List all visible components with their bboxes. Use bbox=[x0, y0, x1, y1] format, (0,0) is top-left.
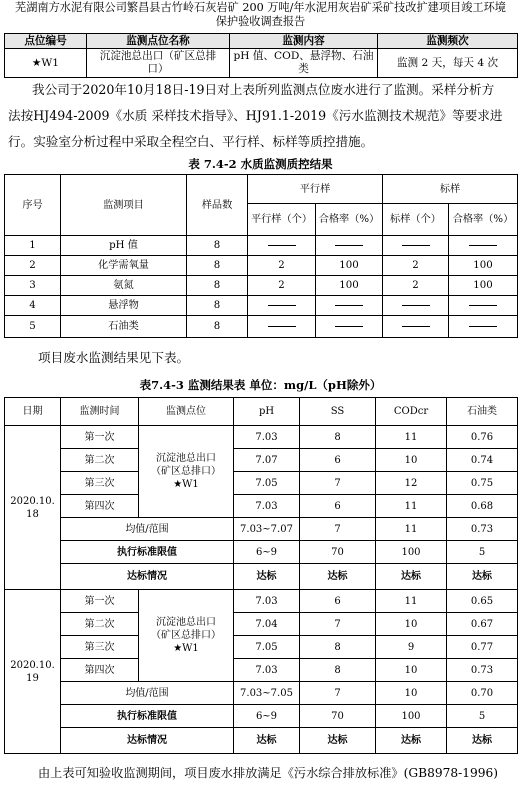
col-header-oil: 石油类 bbox=[447, 398, 518, 426]
col-header-item: 监测项目 bbox=[61, 175, 187, 236]
ss-cell: 70 bbox=[300, 541, 376, 564]
point-line-2: （矿区总排口） bbox=[151, 466, 221, 477]
parallel-rate-cell: 100 bbox=[316, 276, 383, 296]
point-cell bbox=[139, 590, 234, 682]
empty-dash-cell bbox=[383, 316, 449, 338]
standard-samples-cell: 2 bbox=[383, 256, 449, 276]
date-cell bbox=[5, 426, 61, 590]
frequency-cell: 监测 2 天，每天 4 次 bbox=[378, 49, 518, 78]
monitoring-results-table bbox=[4, 397, 518, 754]
oil-cell: 达标 bbox=[447, 728, 518, 754]
oil-cell: 0.76 bbox=[447, 426, 518, 449]
table-2-caption: 表 7.4-2 水质监测质控结果 bbox=[188, 157, 333, 171]
oil-cell: 0.75 bbox=[447, 472, 518, 495]
standard-samples-cell: 2 bbox=[383, 276, 449, 296]
empty-dash-cell bbox=[248, 316, 316, 338]
cod-cell: 10 bbox=[376, 449, 447, 472]
col-header-seq: 序号 bbox=[5, 175, 61, 236]
oil-cell: 0.74 bbox=[447, 449, 518, 472]
report-header bbox=[0, 1, 521, 29]
point-cell bbox=[139, 426, 234, 518]
ph-cell: 7.05 bbox=[234, 472, 300, 495]
item-cell: 石油类 bbox=[61, 316, 187, 338]
col-header-point-name: 监测点位名称 bbox=[87, 34, 230, 49]
col-header-parallel: 平行样 bbox=[248, 175, 383, 204]
table-row bbox=[5, 296, 518, 316]
ph-cell: 7.07 bbox=[234, 449, 300, 472]
table-3-caption: 表7.4-3 监测结果表 单位：mg/L（pH除外） bbox=[139, 378, 382, 392]
conclusion-paragraph: 由上表可知验收监测期间，项目废水排放满足《污水综合排放标准》(GB8978-1996) bbox=[38, 766, 498, 780]
cod-cell: 10 bbox=[376, 682, 447, 705]
date-line-1: 2020.10. bbox=[10, 495, 55, 507]
item-cell: 氨氮 bbox=[61, 276, 187, 296]
time-cell: 第四次 bbox=[61, 659, 139, 682]
ph-cell: 7.03 bbox=[234, 495, 300, 518]
empty-dash-cell bbox=[449, 296, 518, 316]
ph-cell: 7.03~7.07 bbox=[234, 518, 300, 541]
table-row bbox=[5, 495, 518, 518]
count-cell: 8 bbox=[187, 296, 248, 316]
results-intro: 项目废水监测结果见下表。 bbox=[38, 350, 190, 365]
cod-cell: 100 bbox=[376, 541, 447, 564]
item-cell: 悬浮物 bbox=[61, 296, 187, 316]
cod-cell: 11 bbox=[376, 426, 447, 449]
ss-cell: 8 bbox=[300, 426, 376, 449]
table-row bbox=[5, 659, 518, 682]
col-header-standard: 标样 bbox=[383, 175, 518, 204]
ph-cell: 7.03 bbox=[234, 590, 300, 613]
cod-cell: 11 bbox=[376, 590, 447, 613]
header-line-2: 保护验收调查报告 bbox=[215, 15, 306, 28]
count-cell: 8 bbox=[187, 236, 248, 256]
limit-row bbox=[5, 705, 518, 728]
seq-cell: 5 bbox=[5, 316, 61, 338]
header-line-1: 芜湖南方水泥有限公司繁昌县古竹岭石灰岩矿 200 万吨/年水泥用灰岩矿采矿技改扩建项目竣工环境 bbox=[15, 1, 506, 14]
col-header-ss: SS bbox=[300, 398, 376, 426]
limit-label: 执行标准限值 bbox=[61, 705, 234, 728]
status-row bbox=[5, 564, 518, 590]
limit-row bbox=[5, 541, 518, 564]
status-row bbox=[5, 728, 518, 754]
oil-cell: 0.68 bbox=[447, 495, 518, 518]
count-cell: 8 bbox=[187, 316, 248, 338]
standard-rate-cell: 100 bbox=[449, 256, 518, 276]
ph-cell: 7.03 bbox=[234, 426, 300, 449]
col-header-time: 监测时间 bbox=[61, 398, 139, 426]
mean-label: 均值/范围 bbox=[61, 518, 234, 541]
ph-cell: 达标 bbox=[234, 564, 300, 590]
ss-cell: 达标 bbox=[300, 564, 376, 590]
parallel-rate-cell: 100 bbox=[316, 256, 383, 276]
paragraph-line-2: 法按HJ494-2009《水质 采样技术指导》、HJ91.1-2019《污水监测技术规范》等要求进 bbox=[8, 108, 503, 123]
time-cell: 第二次 bbox=[61, 449, 139, 472]
cod-cell: 11 bbox=[376, 518, 447, 541]
mean-row bbox=[5, 682, 518, 705]
col-header-point-code: 点位编号 bbox=[5, 34, 87, 49]
seq-cell: 2 bbox=[5, 256, 61, 276]
ss-cell: 达标 bbox=[300, 728, 376, 754]
content-line-2: 类 bbox=[298, 63, 309, 75]
col-header-standard-samples: 标样（个） bbox=[383, 204, 449, 236]
oil-cell: 5 bbox=[447, 541, 518, 564]
ss-cell: 8 bbox=[300, 636, 376, 659]
ph-cell: 6~9 bbox=[234, 705, 300, 728]
monitoring-point-table bbox=[4, 33, 518, 78]
table-row bbox=[5, 636, 518, 659]
point-name-line-2: 口） bbox=[147, 63, 169, 75]
oil-cell: 0.67 bbox=[447, 613, 518, 636]
cod-cell: 100 bbox=[376, 705, 447, 728]
count-cell: 8 bbox=[187, 276, 248, 296]
point-name-line-1: 沉淀池总出口（矿区总排 bbox=[99, 50, 217, 62]
parallel-samples-cell: 2 bbox=[248, 276, 316, 296]
cod-cell: 10 bbox=[376, 613, 447, 636]
limit-label: 执行标准限值 bbox=[61, 541, 234, 564]
time-cell: 第三次 bbox=[61, 472, 139, 495]
point-line-3: ★W1 bbox=[173, 479, 199, 490]
table-row bbox=[5, 590, 518, 613]
ph-cell: 7.03 bbox=[234, 659, 300, 682]
mean-row bbox=[5, 518, 518, 541]
ss-cell: 7 bbox=[300, 472, 376, 495]
table-row bbox=[5, 256, 518, 276]
ss-cell: 6 bbox=[300, 495, 376, 518]
date-line-1: 2020.10. bbox=[10, 659, 55, 671]
point-line-1: 沉淀池总出口 bbox=[156, 617, 216, 628]
standard-rate-cell: 100 bbox=[449, 276, 518, 296]
cod-cell: 11 bbox=[376, 495, 447, 518]
date-cell bbox=[5, 590, 61, 754]
oil-cell: 0.77 bbox=[447, 636, 518, 659]
ph-cell: 6~9 bbox=[234, 541, 300, 564]
parallel-samples-cell: 2 bbox=[248, 256, 316, 276]
point-line-2: （矿区总排口） bbox=[151, 630, 221, 641]
seq-cell: 1 bbox=[5, 236, 61, 256]
ss-cell: 7 bbox=[300, 518, 376, 541]
method-paragraph bbox=[8, 77, 518, 155]
table-row bbox=[5, 449, 518, 472]
empty-dash-cell bbox=[449, 316, 518, 338]
ss-cell: 6 bbox=[300, 590, 376, 613]
table-row bbox=[5, 236, 518, 256]
item-cell: 化学需氧量 bbox=[61, 256, 187, 276]
col-header-ph: pH bbox=[234, 398, 300, 426]
col-header-parallel-rate: 合格率（%） bbox=[316, 204, 383, 236]
empty-dash-cell bbox=[248, 296, 316, 316]
ss-cell: 7 bbox=[300, 613, 376, 636]
point-line-1: 沉淀池总出口 bbox=[156, 453, 216, 464]
ss-cell: 70 bbox=[300, 705, 376, 728]
time-cell: 第一次 bbox=[61, 426, 139, 449]
seq-cell: 3 bbox=[5, 276, 61, 296]
ph-cell: 7.03~7.05 bbox=[234, 682, 300, 705]
table-row bbox=[5, 613, 518, 636]
table-row bbox=[5, 472, 518, 495]
oil-cell: 5 bbox=[447, 705, 518, 728]
qc-results-table bbox=[4, 174, 518, 338]
date-line-2: 18 bbox=[26, 508, 39, 520]
oil-cell: 0.65 bbox=[447, 590, 518, 613]
oil-cell: 0.73 bbox=[447, 659, 518, 682]
item-cell: pH 值 bbox=[61, 236, 187, 256]
status-label: 达标情况 bbox=[61, 564, 234, 590]
time-cell: 第三次 bbox=[61, 636, 139, 659]
point-name-cell bbox=[87, 49, 230, 78]
time-cell: 第一次 bbox=[61, 590, 139, 613]
count-cell: 8 bbox=[187, 256, 248, 276]
ph-cell: 达标 bbox=[234, 728, 300, 754]
seq-cell: 4 bbox=[5, 296, 61, 316]
ss-cell: 7 bbox=[300, 682, 376, 705]
status-label: 达标情况 bbox=[61, 728, 234, 754]
cod-cell: 达标 bbox=[376, 564, 447, 590]
empty-dash-cell bbox=[383, 296, 449, 316]
col-header-sample-count: 样品数 bbox=[187, 175, 248, 236]
ph-cell: 7.05 bbox=[234, 636, 300, 659]
oil-cell: 达标 bbox=[447, 564, 518, 590]
date-line-2: 19 bbox=[26, 672, 39, 684]
ss-cell: 8 bbox=[300, 659, 376, 682]
empty-dash-cell bbox=[449, 236, 518, 256]
point-code-cell: ★W1 bbox=[5, 49, 87, 78]
table-row bbox=[5, 426, 518, 449]
ss-cell: 6 bbox=[300, 449, 376, 472]
col-header-content: 监测内容 bbox=[230, 34, 378, 49]
cod-cell: 10 bbox=[376, 659, 447, 682]
ph-cell: 7.04 bbox=[234, 613, 300, 636]
content-line-1: pH 值、COD、悬浮物、石油 bbox=[233, 50, 374, 62]
col-header-standard-rate: 合格率（%） bbox=[449, 204, 518, 236]
empty-dash-cell bbox=[316, 296, 383, 316]
paragraph-line-3: 行。实验室分析过程中采取全程空白、平行样、标样等质控措施。 bbox=[8, 134, 374, 149]
point-line-3: ★W1 bbox=[173, 643, 199, 654]
table-row bbox=[5, 316, 518, 338]
cod-cell: 9 bbox=[376, 636, 447, 659]
oil-cell: 0.73 bbox=[447, 518, 518, 541]
empty-dash-cell bbox=[316, 316, 383, 338]
paragraph-line-1: 我公司于2020年10月18日-19日对上表所列监测点位废水进行了监测。采样分析方 bbox=[32, 82, 495, 97]
col-header-cod: CODcr bbox=[376, 398, 447, 426]
mean-label: 均值/范围 bbox=[61, 682, 234, 705]
col-header-point: 监测点位 bbox=[139, 398, 234, 426]
col-header-parallel-samples: 平行样（个） bbox=[248, 204, 316, 236]
time-cell: 第四次 bbox=[61, 495, 139, 518]
time-cell: 第二次 bbox=[61, 613, 139, 636]
empty-dash-cell bbox=[316, 236, 383, 256]
cod-cell: 12 bbox=[376, 472, 447, 495]
empty-dash-cell bbox=[248, 236, 316, 256]
table-row bbox=[5, 276, 518, 296]
col-header-frequency: 监测频次 bbox=[378, 34, 518, 49]
col-header-date: 日期 bbox=[5, 398, 61, 426]
empty-dash-cell bbox=[383, 236, 449, 256]
cod-cell: 达标 bbox=[376, 728, 447, 754]
oil-cell: 0.70 bbox=[447, 682, 518, 705]
monitoring-content-cell bbox=[230, 49, 378, 78]
